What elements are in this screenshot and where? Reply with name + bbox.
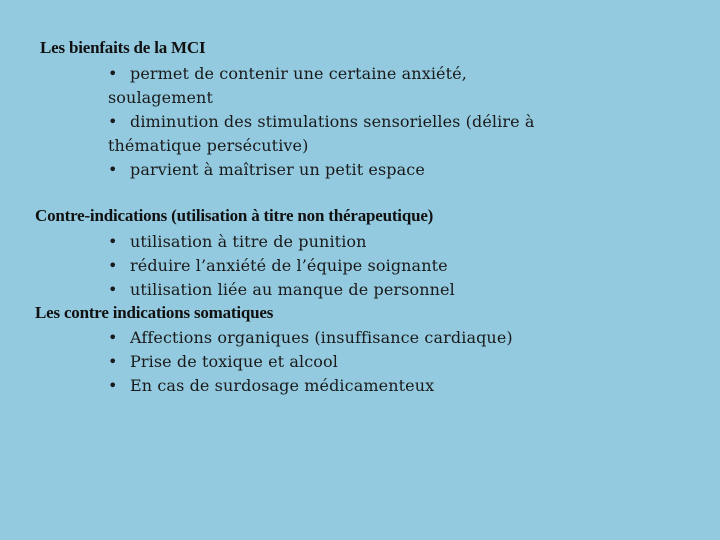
bullet-icon: •	[108, 232, 118, 251]
list-item-text: Prise de toxique et alcool	[130, 352, 338, 371]
list-item-text: parvient à maîtriser un petit espace	[130, 160, 425, 179]
list-item-bienfait-2-continued: thématique persécutive)	[108, 136, 309, 155]
list-item-bienfait-3	[108, 160, 425, 179]
bullet-icon: •	[108, 352, 118, 371]
bullet-icon: •	[108, 376, 118, 395]
section-title-somatiques: Les contre indications somatiques	[35, 303, 274, 322]
list-item-bienfait-2	[108, 112, 535, 131]
bullet-icon: •	[108, 280, 118, 299]
list-item-text: Affections organiques (insuffisance cardiaque)	[130, 328, 513, 347]
list-item-somatique-3	[108, 376, 434, 395]
list-item-bienfait-1	[108, 64, 467, 83]
bullet-icon: •	[108, 256, 118, 275]
list-item-text: diminution des stimulations sensorielles (délire à	[130, 112, 535, 131]
list-item-contre-indication-2	[108, 256, 448, 275]
list-item-text: utilisation à titre de punition	[130, 232, 367, 251]
list-item-text: réduire l’anxiété de l’équipe soignante	[130, 256, 448, 275]
list-item-text: En cas de surdosage médicamenteux	[130, 376, 435, 395]
section-title-contre-indications: Contre-indications (utilisation à titre non thérapeutique)	[35, 206, 434, 225]
bullet-icon: •	[108, 160, 118, 179]
bullet-icon: •	[108, 112, 118, 131]
section-title-bienfaits: Les bienfaits de la MCI	[40, 38, 206, 57]
bullet-icon: •	[108, 64, 118, 83]
list-item-somatique-2	[108, 352, 338, 371]
list-item-bienfait-1-continued: soulagement	[108, 88, 213, 107]
list-item-text: permet de contenir une certaine anxiété,	[130, 64, 467, 83]
list-item-somatique-1	[108, 328, 513, 347]
list-item-contre-indication-1	[108, 232, 367, 251]
list-item-text: utilisation liée au manque de personnel	[130, 280, 455, 299]
list-item-contre-indication-3	[108, 280, 455, 299]
bullet-icon: •	[108, 328, 118, 347]
